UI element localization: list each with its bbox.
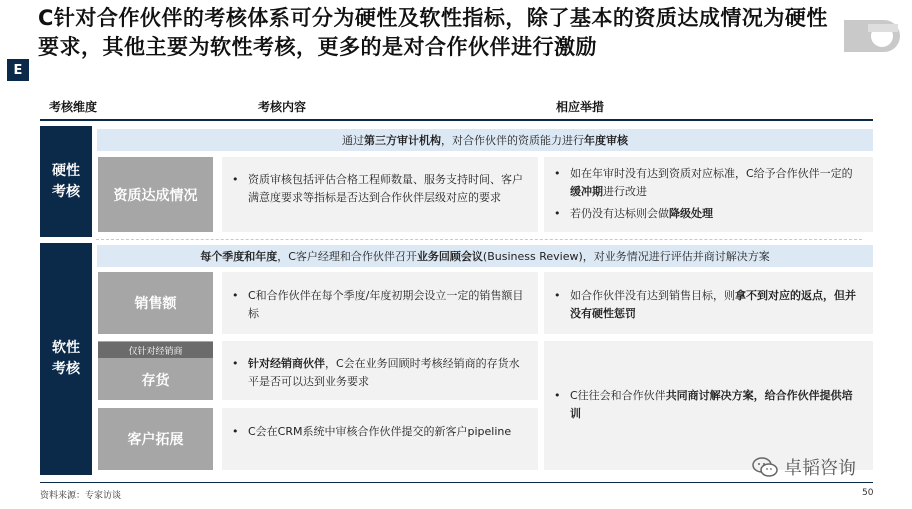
sales-measure-bold: 拿不到对应的返点，但并没有硬性惩罚 [570, 289, 856, 320]
header-measures: 相应举措 [556, 100, 605, 114]
soft-banner [97, 245, 873, 267]
soft-banner-bold-1: 每个季度和年度 [200, 250, 278, 263]
header-content: 考核内容 [258, 100, 307, 114]
customer-label: 客户拓展 [127, 432, 184, 448]
source-note: 资料来源：专家访谈 [40, 491, 122, 501]
hard-item-measures [544, 157, 873, 232]
hard-measure-1-bold: 缓冲期 [570, 185, 603, 198]
sales-content [222, 272, 538, 334]
hard-banner [97, 129, 873, 151]
customer-label-box [98, 408, 213, 470]
sales-measure [544, 272, 873, 334]
hard-measure-bullet-1 [548, 165, 861, 201]
hard-item-label: 资质达成情况 [113, 187, 198, 204]
section-badge: E [7, 59, 29, 81]
sales-label-box [98, 272, 213, 334]
watermark-text: 卓韬咨询 [784, 458, 856, 479]
header-dimension: 考核维度 [49, 100, 98, 114]
shared-measure-bullet [548, 387, 861, 423]
hard-banner-text-2: ，对合作伙伴的资质能力进行 [441, 134, 584, 147]
inventory-content [222, 341, 538, 400]
customer-content-bullet: • C会在CRM系统中审核合作伙伴提交的新客户pipeline [226, 423, 526, 441]
hard-item-label-box [98, 157, 213, 232]
logo-icon [838, 14, 906, 54]
page-title: C针对合作伙伴的考核体系可分为硬性及软性指标，除了基本的资质达成情况为硬性要求，其他主要为软性考核，更多的是对合作伙伴进行激励 [38, 6, 828, 59]
inventory-label: 存货 [141, 372, 170, 389]
hard-measure-bullet-2 [548, 205, 861, 223]
soft-label: 软性考核 [52, 340, 80, 377]
sales-measure-bullet [548, 287, 861, 323]
hard-banner-bold-2: 年度审核 [584, 134, 628, 147]
inventory-tag: 仅针对经销商 [98, 342, 213, 358]
shared-measure-bold: 共同商讨解决方案，给合作伙伴提供培训 [570, 389, 853, 420]
hard-banner-text-1: 通过 [342, 134, 364, 147]
hard-measure-1-post: 进行改进 [603, 185, 647, 198]
shared-measure [544, 341, 873, 470]
hard-label-box [40, 126, 92, 237]
sales-content-bullet: • C和合作伙伴在每个季度/年度初期会设立一定的销售额目标 [226, 287, 526, 323]
wechat-icon [752, 456, 778, 478]
section-divider [96, 239, 862, 240]
soft-banner-text-2: (Business Review)，对业务情况进行评估并商讨解决方案 [482, 250, 770, 263]
soft-label-box [40, 243, 92, 475]
sales-measure-text: 如合作伙伴没有达到销售目标，则 [570, 289, 735, 302]
sales-label: 销售额 [134, 296, 177, 312]
hard-measure-2-text: 若仍没有达标则会做 [570, 207, 669, 220]
hard-measure-1-text: 如在年审时没有达到资质对应标准，C给予合作伙伴一定的 [570, 167, 853, 180]
soft-banner-bold-2: 业务回顾会议 [416, 250, 483, 263]
inventory-content-bullet [226, 355, 526, 391]
hard-item-content [222, 157, 538, 232]
hard-measure-2-bold: 降级处理 [669, 207, 713, 220]
inventory-content-text: ，C会在业务回顾时考核经销商的存货水平是否可以达到业务要求 [248, 357, 520, 388]
header-divider [40, 119, 873, 121]
page-number: 50 [862, 488, 874, 498]
hard-label: 硬性考核 [52, 162, 80, 200]
customer-content [222, 408, 538, 470]
hard-banner-bold-1: 第三方审计机构 [364, 134, 441, 147]
shared-measure-text: C往往会和合作伙伴 [570, 389, 666, 402]
footer-divider [40, 482, 873, 483]
watermark [752, 454, 856, 480]
soft-banner-text-1: ，C客户经理和合作伙伴召开 [277, 250, 417, 263]
inventory-content-bold: 针对经销商伙伴 [248, 357, 325, 370]
hard-content-bullet: • 资质审核包括评估合格工程师数量、服务支持时间、客户满意度要求等指标是否达到合作伙伴层级对应的要求 [226, 171, 526, 207]
